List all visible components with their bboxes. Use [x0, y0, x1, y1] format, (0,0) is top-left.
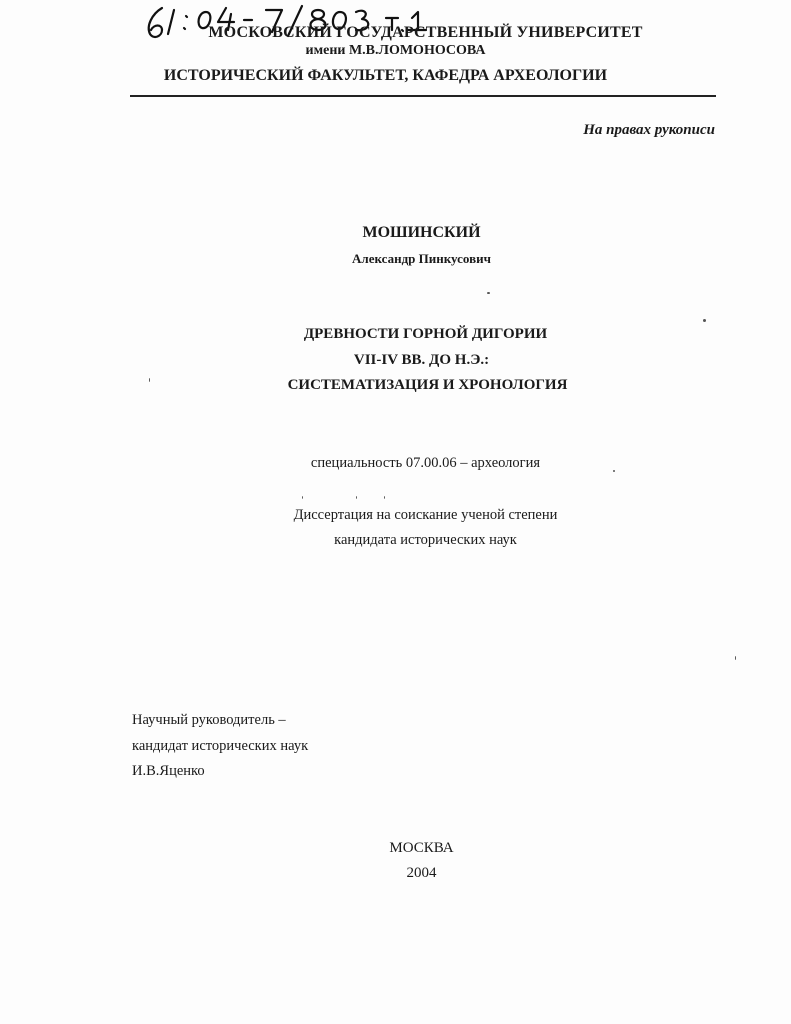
publication-city: МОСКВА	[389, 840, 454, 856]
faculty-department: ИСТОРИЧЕСКИЙ ФАКУЛЬТЕТ, КАФЕДРА АРХЕОЛОГИИ	[163, 67, 608, 84]
publication-year: 2004	[406, 865, 437, 881]
author-given-names: Александр Пинкусович	[352, 251, 491, 266]
university-named-after: имени М.В.ЛОМОНОСОВА	[305, 43, 486, 58]
supervisor-name: И.В.Яценко	[132, 763, 205, 779]
specialty-line: специальность 07.00.06 – археология	[310, 455, 541, 471]
university-name: МОСКОВСКИЙ ГОСУДАРСТВЕННЫЙ УНИВЕРСИТЕТ	[208, 24, 643, 41]
supervisor-degree: кандидат исторических наук	[132, 738, 309, 754]
scan-speck	[613, 470, 615, 472]
supervisor-label: Научный руководитель –	[132, 712, 286, 728]
scan-speck	[302, 496, 303, 499]
scan-speck	[487, 292, 490, 294]
degree-statement-line-2: кандидата исторических наук	[334, 532, 517, 548]
scan-speck	[384, 496, 385, 499]
dissertation-title-line-3: СИСТЕМАТИЗАЦИЯ И ХРОНОЛОГИЯ	[287, 377, 568, 393]
dissertation-title-line-2: VII-IV ВВ. ДО Н.Э.:	[353, 352, 490, 368]
scan-speck	[356, 496, 357, 499]
scan-speck	[703, 319, 706, 322]
header-divider	[130, 95, 716, 97]
rights-note: На правах рукописи	[583, 122, 715, 138]
scan-speck	[735, 656, 736, 660]
author-surname: МОШИНСКИЙ	[362, 224, 481, 241]
dissertation-title-line-1: ДРЕВНОСТИ ГОРНОЙ ДИГОРИИ	[303, 326, 548, 342]
degree-statement-line-1: Диссертация на соискание ученой степени	[293, 507, 558, 523]
scan-speck	[149, 378, 150, 382]
